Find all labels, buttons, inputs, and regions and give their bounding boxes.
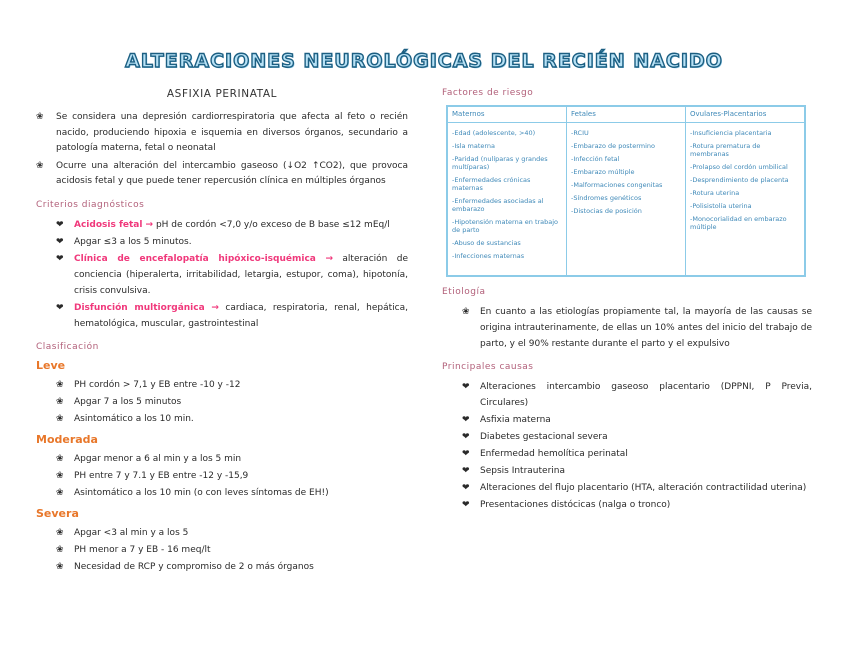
- table-cell: -Rotura uterina: [690, 189, 740, 197]
- left-column: [36, 88, 408, 576]
- page-title: ALTERACIONES NEUROLÓGICAS DEL RECIÉN NACIDO: [125, 50, 723, 72]
- table-header: Fetales: [567, 110, 685, 123]
- criteria-item: ❤ Disfunción multiorgánica → cardiaca, respiratoria, renal, hepática, hematológica, muscular, gastrointestinal: [36, 300, 408, 332]
- cause-item: ❤ Enfermedad hemolítica perinatal: [442, 446, 812, 462]
- flower-icon: ❀: [56, 453, 64, 464]
- flower-icon: ❀: [56, 396, 64, 407]
- heart-icon: ❤: [462, 500, 470, 510]
- table-cell: -Síndromes genéticos: [571, 194, 642, 202]
- heart-icon: ❤: [462, 382, 470, 392]
- risk-title: Factores de riesgo: [442, 88, 534, 98]
- heart-icon: ❤: [56, 253, 64, 264]
- criteria-item: ❤ Clínica de encefalopatía hipóxico-isquémica → alteración de conciencia (hiperalerta, irritabilidad, letargia, estupor, coma), hipotonía, crisis convulsiva.: [36, 251, 408, 299]
- cause-item: ❤ Asfixia materna: [442, 412, 812, 428]
- table-cell: -Infecciones maternas: [452, 252, 525, 260]
- heart-icon: ❤: [462, 415, 470, 425]
- flower-icon: ❀: [56, 544, 64, 555]
- right-column: [442, 88, 812, 514]
- class-severa-title: Severa: [36, 506, 79, 520]
- table-cell: -Edad (adolescente, >40): [452, 129, 536, 137]
- etiology-paragraph: ❀ En cuanto a las etiologías propiamente tal, la mayoría de las causas se origina intrauterinamente, de ellas un 10% antes del inicio del trabajo de parto, y el 90% restante durante el parto y el expulsivo: [442, 304, 812, 352]
- class-moderada-title: Moderada: [36, 432, 98, 446]
- flower-icon: ❀: [56, 527, 64, 538]
- list-item: ❀ Apgar menor a 6 al min y a los 5 min: [36, 451, 408, 467]
- list-item: ❀ PH cordón > 7,1 y EB entre -10 y -12: [36, 377, 408, 393]
- flower-icon: ❀: [56, 379, 64, 390]
- table-cell: -Desprendimiento de placenta: [690, 176, 789, 184]
- list-item: ❀ Necesidad de RCP y compromiso de 2 o más órganos: [36, 559, 408, 575]
- table-cell: -Malformaciones congenitas: [571, 181, 663, 189]
- list-item: ❀ Apgar 7 a los 5 minutos: [36, 394, 408, 410]
- table-cell: -Enfermedades crónicas maternas: [452, 176, 531, 192]
- flower-icon: ❀: [36, 160, 44, 171]
- intro-paragraph: ❀ Se considera una depresión cardiorrespiratoria que afecta al feto o recién nacido, produciendo hipoxia e isquemia en diversos órganos, secundario a patología materna, fetal o neonatal: [36, 110, 408, 157]
- list-item: ❀ PH menor a 7 y EB - 16 meq/lt: [36, 542, 408, 558]
- cause-item: ❤ Diabetes gestacional severa: [442, 429, 812, 445]
- table-cell: -Rotura prematura de membranas: [690, 142, 761, 158]
- criteria-item: ❤ Apgar ≤3 a los 5 minutos.: [36, 234, 408, 250]
- table-cell: -Abuso de sustancias: [452, 239, 521, 247]
- flower-icon: ❀: [56, 561, 64, 572]
- heart-icon: ❤: [462, 449, 470, 459]
- intro-paragraph: ❀ Ocurre una alteración del intercambio gaseoso (↓O2 ↑CO2), que provoca acidosis fetal y que puede tener repercusión clínica en múltiples órganos: [36, 159, 408, 190]
- classification-title: Clasificación: [36, 341, 99, 352]
- heart-icon: ❤: [56, 219, 64, 230]
- list-item: ❀ PH entre 7 y 7.1 y EB entre -12 y -15,9: [36, 468, 408, 484]
- table-cell: -Distocias de posición: [571, 207, 642, 215]
- class-leve-title: Leve: [36, 358, 66, 372]
- table-cell: -Hipotensión materna en trabajo de parto: [452, 218, 559, 234]
- table-cell: -RCIU: [571, 129, 589, 137]
- causes-title: Principales causas: [442, 362, 534, 372]
- table-cell: -Isla materna: [452, 142, 496, 150]
- criteria-item: ❤ Acidosis fetal → pH de cordón <7,0 y/o exceso de B base ≤12 mEq/l: [36, 217, 408, 233]
- list-item: ❀ Asintomático a los 10 min.: [36, 411, 408, 427]
- table-cell: -Enfermedades asociadas al embarazo: [452, 197, 544, 213]
- table-cell: -Embarazo múltiple: [571, 168, 635, 176]
- table-cell: -Prolapso del cordón umbilical: [690, 163, 788, 171]
- table-cell: -Insuficiencia placentaria: [690, 129, 772, 137]
- table-column-ovulares: [685, 107, 804, 275]
- list-item: ❀ Apgar <3 al min y a los 5: [36, 525, 408, 541]
- table-header: Ovulares-Placentarios: [686, 110, 804, 123]
- heart-icon: ❤: [462, 432, 470, 442]
- table-column-fetales: [566, 107, 685, 275]
- etiology-title: Etiología: [442, 287, 486, 297]
- table-cell: -Polisistolía uterina: [690, 202, 752, 210]
- cause-item: ❤ Alteraciones intercambio gaseoso placentario (DPPNI, P Previa, Circulares): [442, 379, 812, 411]
- cause-item: ❤ Sepsis Intrauterina: [442, 463, 812, 479]
- section-heading-asfixia: ASFIXIA PERINATAL: [166, 88, 278, 100]
- table-column-maternos: [448, 107, 566, 275]
- table-cell: -Embarazo de postermino: [571, 142, 656, 150]
- table-cell: -Paridad (nulíparas y grandes multíparas): [452, 155, 548, 171]
- heart-icon: ❤: [56, 236, 64, 247]
- flower-icon: ❀: [56, 487, 64, 498]
- table-cell: -Monocorialidad en embarazo múltiple: [690, 215, 787, 231]
- criteria-title: Criterios diagnósticos: [36, 199, 145, 210]
- heart-icon: ❤: [462, 466, 470, 476]
- list-item: ❀ Asintomático a los 10 min (o con leves síntomas de EH!): [36, 485, 408, 501]
- table-cell: -Infección fetal: [571, 155, 620, 163]
- risk-factors-table: [446, 105, 806, 277]
- flower-icon: ❀: [56, 413, 64, 424]
- cause-item: ❤ Presentaciones distócicas (nalga o tronco): [442, 497, 812, 513]
- heart-icon: ❤: [56, 302, 64, 313]
- table-header: Maternos: [448, 110, 566, 123]
- flower-icon: ❀: [462, 307, 470, 317]
- flower-icon: ❀: [36, 112, 44, 122]
- heart-icon: ❤: [462, 483, 470, 493]
- flower-icon: ❀: [56, 470, 64, 481]
- cause-item: ❤ Alteraciones del flujo placentario (HTA, alteración contractilidad uterina): [442, 480, 812, 496]
